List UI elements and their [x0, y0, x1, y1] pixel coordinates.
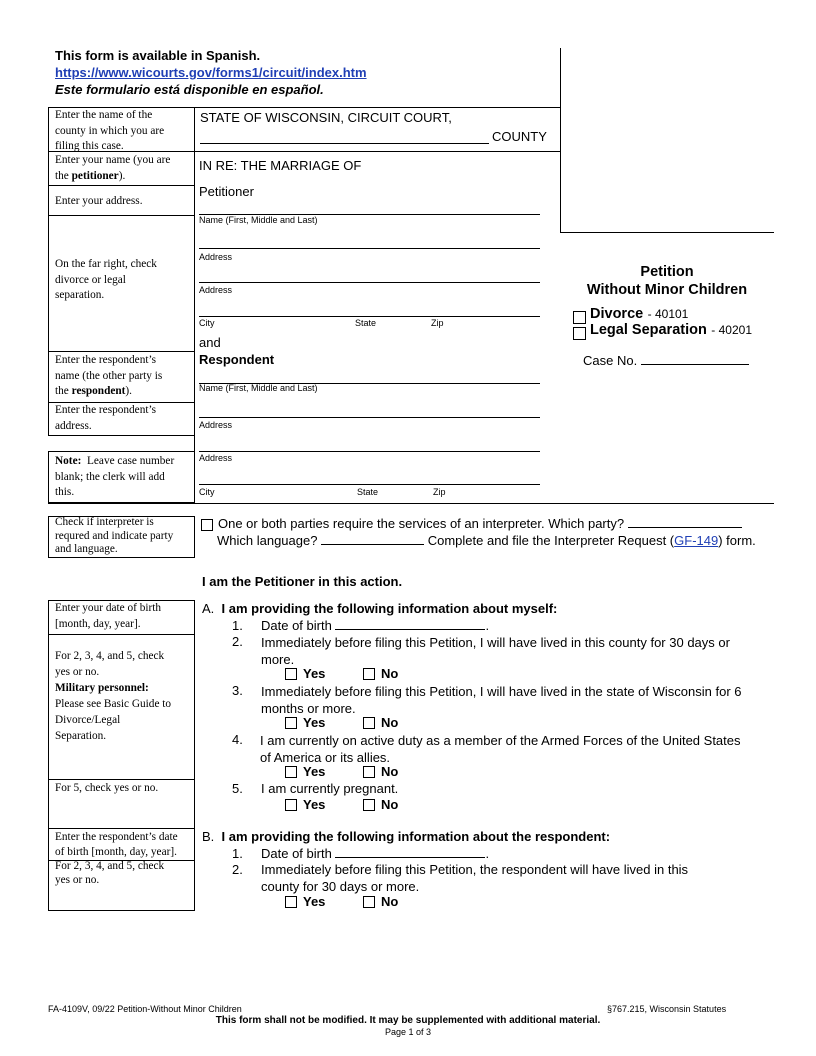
- a2-text: Immediately before filing this Petition, I will have lived in this county for 30 days or more.: [261, 635, 730, 667]
- petitioner-address-label-1: Address: [199, 252, 233, 262]
- a5-yes-label: Yes: [303, 797, 326, 812]
- spanish-notice: This form is available in Spanish.: [55, 48, 261, 63]
- b2-no-checkbox[interactable]: [363, 896, 375, 908]
- and-label: and: [199, 335, 221, 350]
- section-b-heading: B. I am providing the following information about the respondent:: [202, 829, 611, 844]
- a3-text: Immediately before filing this Petition, I will have lived in the state of Wisconsin for 6 months or more.: [261, 684, 742, 716]
- a5-number: 5.: [232, 781, 243, 796]
- respondent-heading: Respondent: [199, 352, 275, 367]
- legal-separation-checkbox[interactable]: [573, 327, 586, 340]
- b2-text: Immediately before filing this Petition, the respondent will have lived in this county for 30 days or more.: [261, 862, 689, 894]
- b2-no-label: No: [381, 894, 399, 909]
- petitioner-state-label: State: [355, 318, 377, 328]
- b1-number: 1.: [232, 846, 243, 861]
- side-note-check: For 2, 3, 4, and 5, check yes or no. Military personnel: Please see Basic Guide to Divorce/Legal Separation.: [55, 650, 172, 742]
- a5-no-checkbox[interactable]: [363, 799, 375, 811]
- a4-no-checkbox[interactable]: [363, 766, 375, 778]
- respondent-address-label-2: Address: [199, 453, 233, 463]
- respondent-address-label-1: Address: [199, 420, 233, 430]
- side-note-five: For 5, check yes or no.: [55, 782, 159, 794]
- side-rule-2: [48, 185, 194, 186]
- a5-yes-checkbox[interactable]: [285, 799, 297, 811]
- in-re-heading: IN RE: THE MARRIAGE OF: [199, 158, 362, 173]
- forms-link[interactable]: https://www.wicourts.gov/forms1/circuit/index.htm: [55, 65, 367, 80]
- gf-149-link[interactable]: GF-149: [674, 533, 719, 548]
- spanish-italic-notice: Este formulario está disponible en español.: [55, 82, 324, 97]
- a2-no-label: No: [381, 666, 399, 681]
- a4-no-label: No: [381, 764, 399, 779]
- a3-yes-label: Yes: [303, 715, 326, 730]
- a4-yes-checkbox[interactable]: [285, 766, 297, 778]
- court-heading: STATE OF WISCONSIN, CIRCUIT COURT,: [200, 110, 452, 125]
- b2-yes-checkbox[interactable]: [285, 896, 297, 908]
- a5-text: I am currently pregnant.: [261, 781, 399, 796]
- side-rule-3: [48, 215, 194, 216]
- side-note-respondent: Enter the respondent’s name (the other party is the respondent).: [55, 354, 163, 397]
- petitioner-dob-blank[interactable]: [335, 629, 485, 630]
- side-column-left-rule: [48, 107, 49, 436]
- petitioner-name-label: Name (First, Middle and Last): [199, 215, 318, 225]
- a2-yes-label: Yes: [303, 666, 326, 681]
- respondent-city-label: City: [199, 487, 215, 497]
- interpreter-checkbox[interactable]: [201, 519, 213, 531]
- a1-number: 1.: [232, 618, 243, 633]
- side-note-name: Enter your name (you are the petitioner).: [55, 154, 171, 182]
- footer-form-id: FA-4109V, 09/22 Petition-Without Minor Children: [48, 1004, 242, 1014]
- a2-yes-checkbox[interactable]: [285, 668, 297, 680]
- title-block-bottom-rule: [560, 232, 774, 233]
- footer-statute: §767.215, Wisconsin Statutes: [607, 1004, 727, 1014]
- form-title: Petition Without Minor Children: [586, 264, 748, 298]
- case-number-blank[interactable]: [641, 364, 749, 365]
- side-note-respondent-check: For 2, 3, 4, and 5, check yes or no.: [55, 860, 165, 886]
- divorce-checkbox[interactable]: [573, 311, 586, 324]
- a4-yes-label: Yes: [303, 764, 326, 779]
- side-note-address: Enter your address.: [55, 195, 143, 207]
- caption-bottom-rule: [48, 503, 774, 504]
- respondent-dob-blank[interactable]: [335, 857, 485, 858]
- petitioner-city-line[interactable]: [199, 316, 540, 317]
- petitioner-address-label-2: Address: [199, 285, 233, 295]
- a3-no-checkbox[interactable]: [363, 717, 375, 729]
- footer-notice: This form shall not be modified. It may be supplemented with additional material.: [215, 1015, 601, 1026]
- petitioner-city-label: City: [199, 318, 215, 328]
- petitioner-zip-label: Zip: [431, 318, 444, 328]
- side-note-far-right: On the far right, check divorce or legal separation.: [55, 258, 157, 301]
- a3-yes-checkbox[interactable]: [285, 717, 297, 729]
- interpreter-line-1: One or both parties require the services of an interpreter. Which party?: [218, 516, 742, 531]
- county-label: COUNTY: [492, 129, 547, 144]
- county-blank[interactable]: [200, 143, 489, 144]
- a4-number: 4.: [232, 732, 243, 747]
- a5-no-label: No: [381, 797, 399, 812]
- side-note-interpreter: Check if interpreter is requred and indicate party and language.: [55, 516, 174, 555]
- side-note-county: Enter the name of the county in which you are filing this case.: [55, 109, 165, 152]
- side-column-right-rule: [194, 107, 195, 503]
- interpreter-party-blank[interactable]: [628, 527, 742, 528]
- footer-page-number: Page 1 of 3: [384, 1027, 432, 1037]
- interpreter-language-blank[interactable]: [321, 544, 424, 545]
- respondent-address-line-1[interactable]: [199, 417, 540, 418]
- a4-text: I am currently on active duty as a member of the Armed Forces of the United States of America or its allies.: [260, 733, 741, 765]
- b2-number: 2.: [232, 862, 243, 877]
- respondent-state-label: State: [357, 487, 379, 497]
- side-note-dob: Enter your date of birth [month, day, year].: [55, 602, 162, 630]
- side-rule-4: [48, 351, 194, 352]
- a3-no-label: No: [381, 715, 399, 730]
- b1-text: Date of birth .: [261, 846, 490, 861]
- a2-number: 2.: [232, 634, 243, 649]
- a2-no-checkbox[interactable]: [363, 668, 375, 680]
- case-number: Case No.: [583, 353, 749, 368]
- petitioner-address-line-2[interactable]: [199, 282, 540, 283]
- a3-number: 3.: [232, 683, 243, 698]
- title-block-divider: [560, 48, 561, 233]
- respondent-city-line[interactable]: [199, 484, 540, 485]
- petitioner-statement: I am the Petitioner in this action.: [202, 574, 403, 589]
- petitioner-heading: Petitioner: [199, 184, 254, 199]
- respondent-name-label: Name (First, Middle and Last): [199, 383, 318, 393]
- side-note-respondent-address: Enter the respondent’s address.: [55, 404, 157, 432]
- a1-text: Date of birth .: [261, 618, 490, 633]
- legal-separation-option: Legal Separation - 40201: [590, 322, 752, 338]
- side-rule-6: [48, 435, 194, 436]
- respondent-address-line-2[interactable]: [199, 451, 540, 452]
- interpreter-line-2: Which language? Complete and file the Interpreter Request (GF-149) form.: [217, 533, 756, 548]
- side-note-case-number: Note: Leave case number blank; the clerk will add this.: [55, 455, 175, 498]
- b2-yes-label: Yes: [303, 894, 326, 909]
- petitioner-address-line-1[interactable]: [199, 248, 540, 249]
- side-note-respondent-dob: Enter the respondent’s date of birth [month, day, year].: [55, 831, 178, 858]
- court-row-rule: [194, 151, 561, 152]
- respondent-zip-label: Zip: [433, 487, 446, 497]
- section-a-heading: A. I am providing the following information about myself:: [202, 601, 558, 616]
- divorce-option: Divorce - 40101: [590, 306, 689, 322]
